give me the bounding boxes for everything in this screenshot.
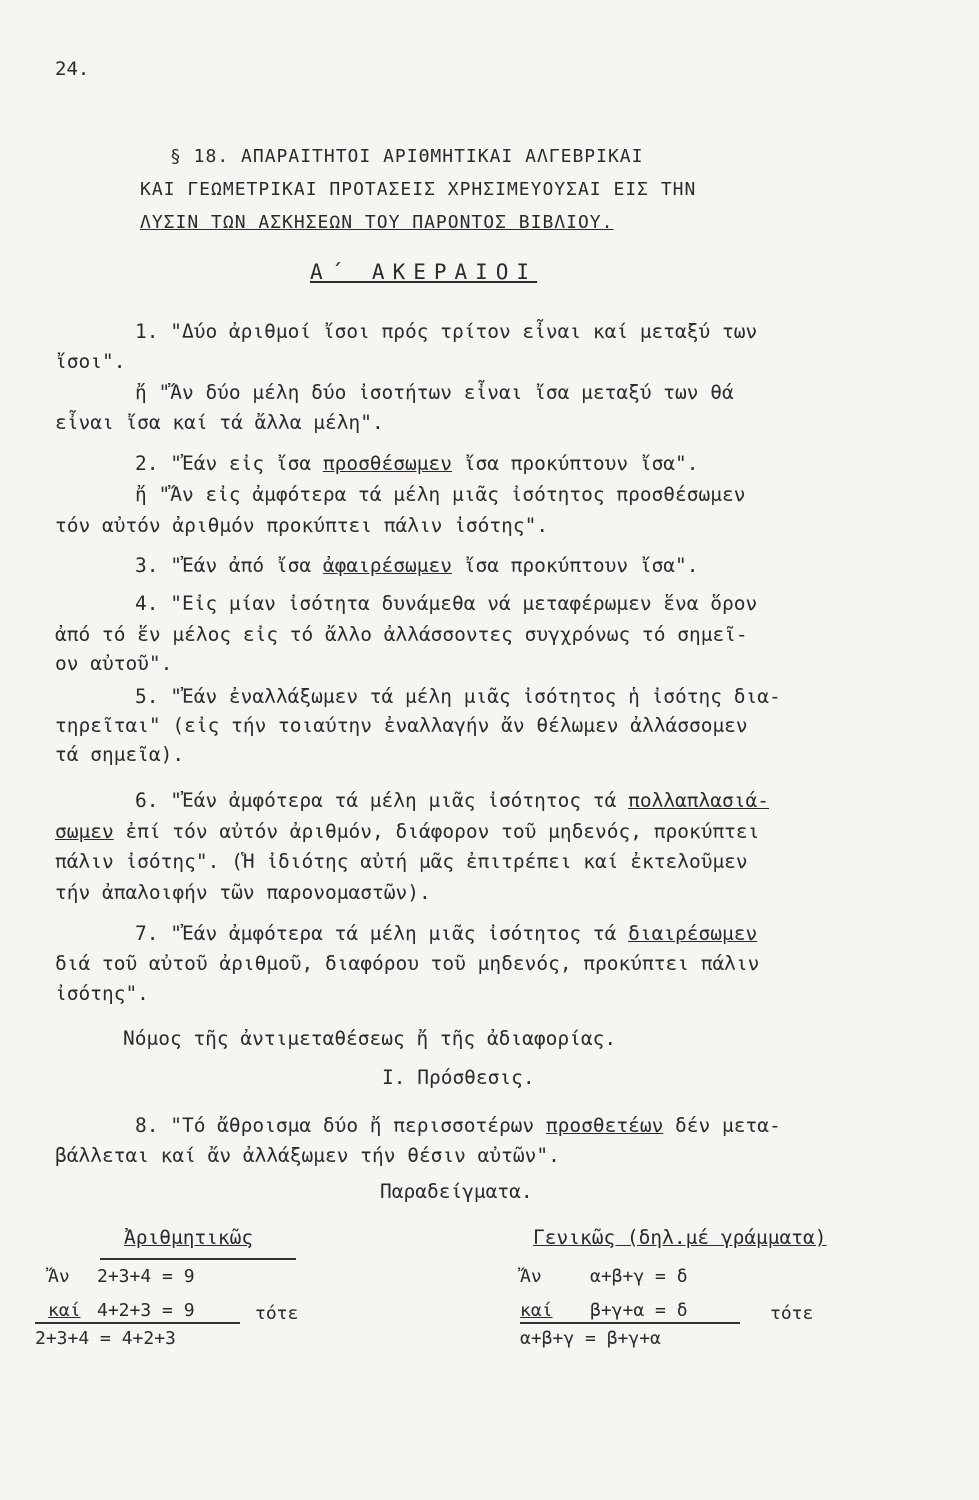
para-2-text-1b: ἴσα προκύπτουν ἴσα". xyxy=(451,452,699,475)
para-3-text-b: ἴσα προκύπτουν ἴσα". xyxy=(451,554,699,577)
para-2-line-3: τόν αὐτόν ἀριθμόν προκύπτει πάλιν ἰσότης". xyxy=(55,514,549,537)
para-2-text-2: ἤ "Ἄν εἰς ἀμφότερα τά μέλη μιᾶς ἰσότητος προσθέσωμεν xyxy=(135,483,746,506)
para-8-text-1b: δέν μετα- xyxy=(663,1114,781,1137)
page-number: 24. xyxy=(55,58,90,80)
section-heading xyxy=(120,140,880,239)
arith-result: 2+3+4 = 4+2+3 xyxy=(35,1328,176,1349)
para-2-text-1a: 2. "Ἐάν εἰς ἴσα xyxy=(135,452,323,475)
para-6-line-2 xyxy=(55,816,910,847)
general-sum-rule xyxy=(520,1322,740,1324)
general-result: α+β+γ = β+γ+α xyxy=(520,1328,661,1349)
general-row1-label: Ἄν xyxy=(520,1266,542,1287)
general-row2-eq: β+γ+α = δ xyxy=(590,1300,688,1321)
arith-row2-eq: 4+2+3 = 9 xyxy=(97,1300,195,1321)
para-7-line-3: ἰσότης". xyxy=(55,982,149,1005)
arith-row2-label: καί xyxy=(48,1300,81,1321)
para-6-text-2b: ἐπί τόν αὐτόν ἀριθμόν, διάφορον τοῦ μηδενός, προκύπτει xyxy=(113,820,760,843)
arith-then: τότε xyxy=(255,1303,299,1324)
para-5-text-1: 5. "Ἐάν ἐναλλάξωμεν τά μέλη μιᾶς ἰσότητος ἡ ἰσότης δια- xyxy=(135,685,781,708)
arith-row1-label: Ἄν xyxy=(48,1266,70,1287)
heading-line-2: ΚΑΙ ΓΕΩΜΕΤΡΙΚΑΙ ΠΡΟΤΑΣΕΙΣ ΧΡΗΣΙΜΕΥΟΥΣΑΙ ΕΙΣ ΤΗΝ xyxy=(140,179,697,200)
law-line xyxy=(55,1023,910,1054)
para-1-text-3: ἤ "Ἄν δύο μέλη δύο ἰσοτήτων εἶναι ἴσα μεταξύ των θά xyxy=(135,381,734,404)
para-4-text-1: 4. "Εἰς μίαν ἰσότητα δυνάμεθα νά μεταφέρωμεν ἕνα ὅρον xyxy=(135,592,758,615)
para-8-line-1 xyxy=(55,1110,910,1141)
para-6-underlined-2: σωμεν xyxy=(55,820,114,843)
para-8-line-2: βάλλεται καί ἄν ἀλλάξωμεν τήν θέσιν αὐτῶν". xyxy=(55,1144,560,1167)
arith-header-rule xyxy=(100,1258,296,1260)
heading-line-1: § 18. ΑΠΑΡΑΙΤΗΤΟΙ ΑΡΙΘΜΗΤΙΚΑΙ ΑΛΓΕΒΡΙΚΑΙ xyxy=(170,146,644,167)
para-3-text-a: 3. "Ἐάν ἀπό ἴσα xyxy=(135,554,323,577)
arith-sum-rule xyxy=(35,1322,240,1324)
para-8-text-1a: 8. "Τό ἄθροισμα δύο ἤ περισσοτέρων xyxy=(135,1114,546,1137)
para-4-line-1 xyxy=(55,588,910,619)
para-8-underlined: προσθετέων xyxy=(545,1114,664,1137)
para-7-underlined: διαιρέσωμεν xyxy=(628,922,758,945)
para-5-line-2: τηρεῖται" (εἰς τήν τοιαύτην ἐναλλαγήν ἄν θέλωμεν ἀλλάσσομεν xyxy=(55,714,748,737)
para-2-line-1 xyxy=(55,448,910,479)
heading-line-3: ΛΥΣΙΝ ΤΩΝ ΑΣΚΗΣΕΩΝ ΤΟΥ ΠΑΡΟΝΤΟΣ ΒΙΒΛΙΟΥ. xyxy=(140,212,614,233)
general-row2-label: καί xyxy=(520,1300,553,1321)
para-4-line-3: ον αὐτοῦ". xyxy=(55,652,173,675)
para-6-line-4: τήν ἀπαλοιφήν τῶν παρονομαστῶν). xyxy=(55,881,431,904)
section-title-addition: I. Πρόσθεσις. xyxy=(382,1066,535,1089)
para-3-line-1 xyxy=(55,550,910,581)
general-header: Γενικῶς (δηλ.μέ γράμματα) xyxy=(533,1226,827,1249)
para-1-line-3 xyxy=(55,377,910,408)
para-6-line-3: πάλιν ἰσότης". (Ἡ ἰδιότης αὐτή μᾶς ἐπιτρέπει καί ἐκτελοῦμεν xyxy=(55,850,748,873)
examples-title: Παραδείγματα. xyxy=(380,1180,533,1203)
para-1-line-4: εἶναι ἴσα καί τά ἄλλα μέλη". xyxy=(55,411,384,434)
para-4-line-2: ἀπό τό ἕν μέλος εἰς τό ἄλλο ἀλλάσσοντες συγχρόνως τό σημεῖ- xyxy=(55,623,748,646)
subtitle: Α΄ ΑΚΕΡΑΙΟΙ xyxy=(310,260,538,284)
arith-row1-eq: 2+3+4 = 9 xyxy=(97,1266,195,1287)
para-3-underlined: ἀφαιρέσωμεν xyxy=(322,554,452,577)
para-1-line-1 xyxy=(55,316,910,347)
law-text: Νόμος τῆς ἀντιμεταθέσεως ἤ τῆς ἀδιαφορίας. xyxy=(123,1027,617,1050)
para-1-text-1: 1. "Δύο ἀριθμοί ἴσοι πρός τρίτον εἶναι καί μεταξύ των xyxy=(135,320,758,343)
para-6-underlined-1: πολλαπλασιά- xyxy=(628,789,769,812)
general-then: τότε xyxy=(770,1303,814,1324)
para-2-underlined: προσθέσωμεν xyxy=(322,452,452,475)
para-1-line-2: ἴσοι". xyxy=(55,350,126,373)
para-7-line-1 xyxy=(55,918,910,949)
para-5-line-1 xyxy=(55,681,910,712)
para-6-text-1a: 6. "Ἐάν ἀμφότερα τά μέλη μιᾶς ἰσότητος τά xyxy=(135,789,629,812)
para-7-line-2: διά τοῦ αὐτοῦ ἀριθμοῦ, διαφόρου τοῦ μηδενός, προκύπτει πάλιν xyxy=(55,952,760,975)
general-row1-eq: α+β+γ = δ xyxy=(590,1266,688,1287)
arith-header: Ἀριθμητικῶς xyxy=(124,1226,254,1249)
para-5-line-3: τά σημεῖα). xyxy=(55,743,185,766)
para-6-line-1 xyxy=(55,785,910,816)
para-7-text-1a: 7. "Ἐάν ἀμφότερα τά μέλη μιᾶς ἰσότητος τά xyxy=(135,922,629,945)
para-2-line-2 xyxy=(55,479,910,510)
